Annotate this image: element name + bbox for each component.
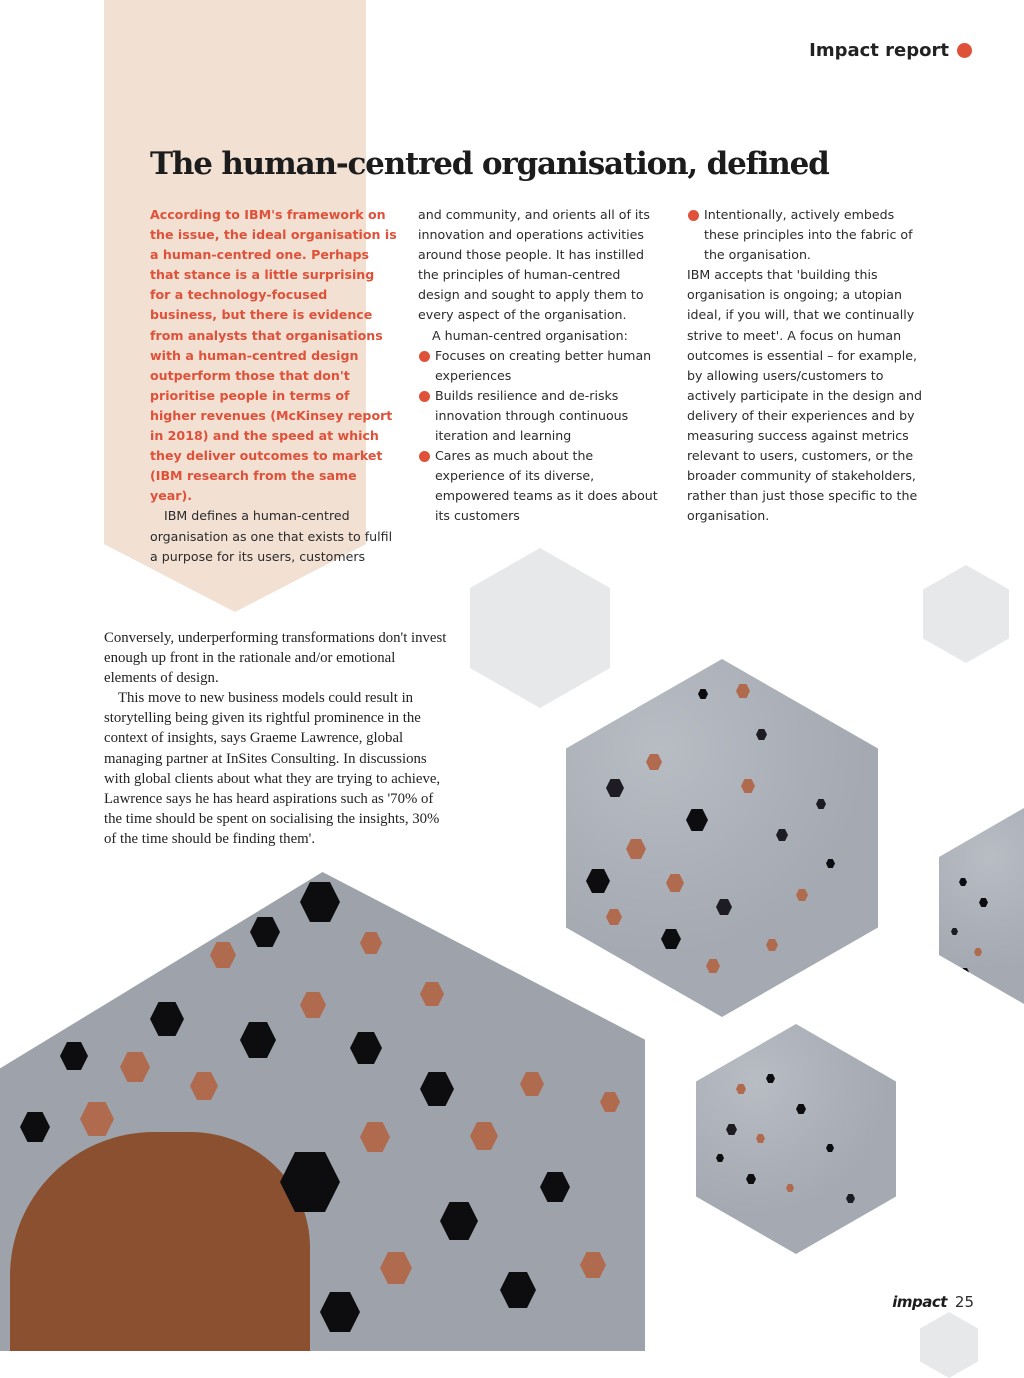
page-number: 25 [954, 1293, 974, 1311]
sequin [716, 1154, 724, 1162]
sequin [716, 899, 732, 915]
serif-paragraph: Conversely, underperforming transformations don't invest enough up front in the rationale and/or emotional elements of design. [104, 630, 447, 687]
page-footer [892, 1293, 974, 1311]
sequin [706, 959, 720, 973]
text-column-1 [150, 205, 398, 567]
bullet-dot-icon [419, 391, 430, 402]
sequin [776, 829, 788, 841]
bullet-item: Focuses on creating better human experiences [418, 346, 666, 386]
sequin [698, 689, 708, 699]
section-header [809, 40, 972, 61]
sequin [951, 928, 958, 935]
text-column-2 [418, 205, 666, 527]
body-paragraph: IBM accepts that 'building this organisation is ongoing; a utopian ideal, if you will, that we continually strive to meet'. A focus on human outcomes is essential – for example, by allowing users/customers to actively participate in the design and delivery of their experiences and by measuring success against metrics relevant to users, customers, or the broader community of stakeholders, rather than just those specific to the organisation. [687, 267, 923, 524]
text-column-3 [687, 205, 932, 527]
sequin [666, 874, 684, 892]
sequin [816, 799, 826, 809]
list-intro: A human-centred organisation: [432, 327, 628, 343]
sequin [736, 1084, 746, 1094]
sequin [746, 1174, 756, 1184]
serif-body-text [104, 628, 449, 849]
sequin [786, 1184, 794, 1192]
accent-dot-icon [957, 43, 972, 58]
sequin [726, 1124, 737, 1135]
sequin [626, 839, 646, 859]
portrait-photo [0, 872, 645, 1351]
bullet-dot-icon [419, 451, 430, 462]
serif-paragraph: This move to new business models could result in storytelling being given its rightful prominence in the context of insights, says Graeme Lawrence, global managing partner at InSites Consulting. In discussions with global clients about what they are trying to achieve, Lawrence says he has heard aspirations such as '70% of the time should be spent on socialising the insights, 30% of the time should be finding them'. [104, 690, 441, 847]
sequin [661, 929, 681, 949]
sequin [826, 859, 835, 868]
sequin-photo-hexagon [696, 1024, 896, 1254]
sequin [686, 809, 708, 831]
sequin [974, 948, 982, 956]
sequin-photo-hexagon [939, 808, 1024, 1004]
sequin [979, 898, 988, 907]
sequin [741, 779, 755, 793]
sequin [959, 878, 967, 886]
bullet-item: Cares as much about the experience of its diverse, empowered teams as it does about its customers [418, 446, 666, 526]
sequin [756, 729, 767, 740]
decorative-hexagon [470, 548, 610, 708]
sequin [846, 1194, 855, 1203]
sequin [826, 1144, 834, 1152]
bullet-item: Builds resilience and de-risks innovation through continuous iteration and learning [418, 386, 666, 446]
decorative-hexagon [923, 565, 1009, 663]
body-paragraph: IBM defines a human-centred organisation as one that exists to fulfil a purpose for its users, customers [150, 508, 393, 564]
sequin [961, 968, 969, 976]
bullet-dot-icon [688, 210, 699, 221]
sequin [736, 684, 750, 698]
sequin [756, 1134, 765, 1143]
body-paragraph-continued: and community, and orients all of its innovation and operations activities around those people. It has instilled the principles of human-centred design and sought to apply them to every aspect of the organisation. [418, 207, 650, 323]
section-label: Impact report [809, 40, 949, 61]
sequin [796, 889, 808, 901]
intro-paragraph: According to IBM's framework on the issue, the ideal organisation is a human-centred one. Perhaps that stance is a little surprising for a technology-focused business, but there is evidence from analysts that organisations with a human-centred design outperform those that don't prioritise people in terms of higher revenues (McKinsey report in 2018) and the speed at which they deliver outcomes to market (IBM research from the same year). [150, 207, 397, 504]
decorative-hexagon [920, 1312, 978, 1378]
impact-logo: impact [892, 1293, 947, 1311]
bullet-item: Intentionally, actively embeds these principles into the fabric of the organisation. [687, 205, 932, 265]
sequin [766, 939, 778, 951]
sequin [766, 1074, 775, 1083]
sequin [606, 779, 624, 797]
sequin [796, 1104, 806, 1114]
article-title: The human-centred organisation, defined [150, 146, 829, 182]
sequin [646, 754, 662, 770]
bullet-dot-icon [419, 351, 430, 362]
